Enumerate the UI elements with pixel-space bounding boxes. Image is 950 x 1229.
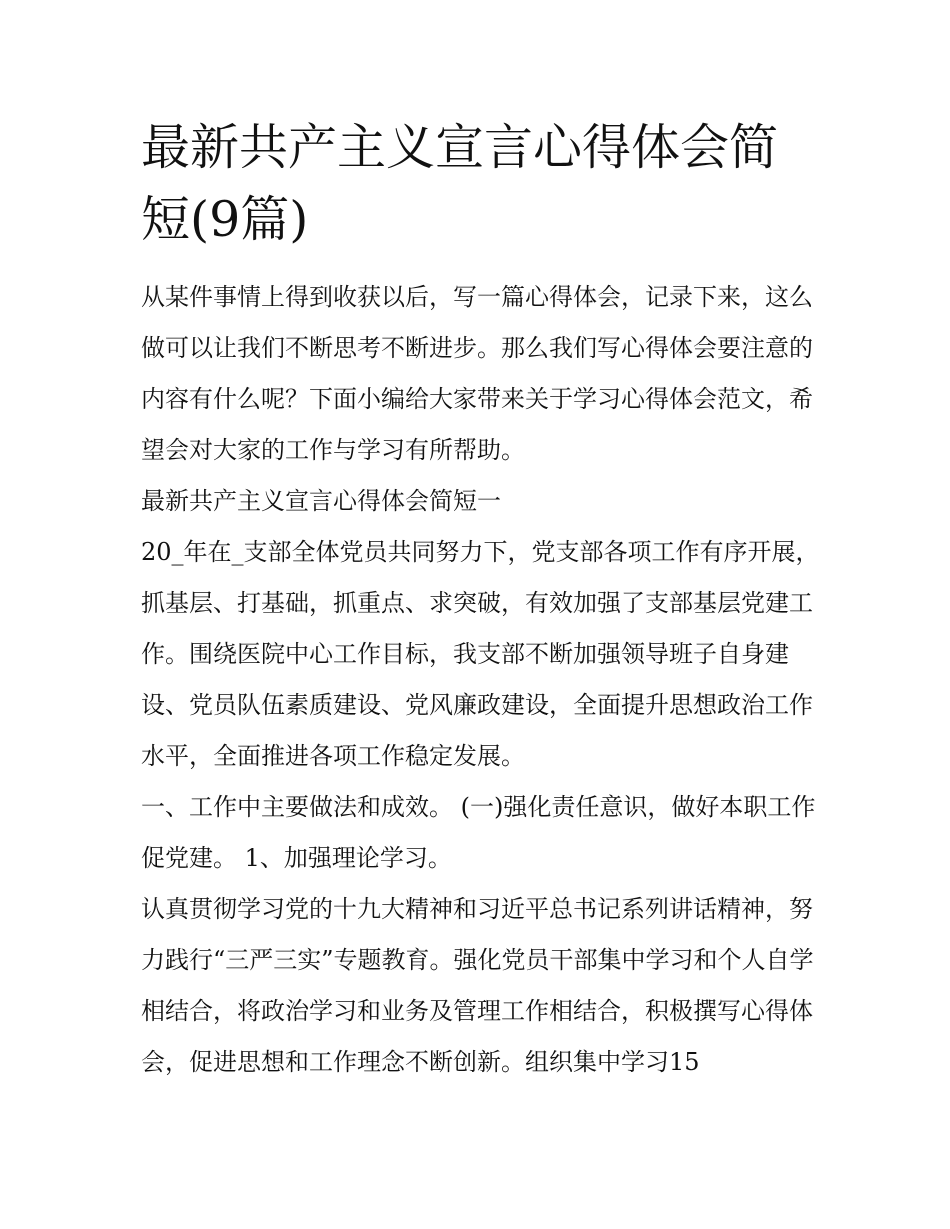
- body-paragraph: 20_年在_支部全体党员共同努力下，党支部各项工作有序开展，抓基层、打基础，抓重点、求突破，有效加强了支部基层党建工作。围绕医院中心工作目标，我支部不断加强领导班子自身建设、党员队伍素质建设、党风廉政建设，全面提升思想政治工作水平，全面推进各项工作稳定发展。: [141, 538, 820, 770]
- document-title: 最新共产主义宣言心得体会简短(9篇): [141, 119, 779, 248]
- subsection-heading: 一、工作中主要做法和成效。 (一)强化责任意识，做好本职工作促党建。 1、加强理论学习。: [141, 793, 816, 872]
- body-paragraph: 认真贯彻学习党的十九大精神和习近平总书记系列讲话精神，努力践行“三严三实”专题教育。强化党员干部集中学习和个人自学相结合，将政治学习和业务及管理工作相结合，积极撰写心得体会，促进思想和工作理念不断创新。组织集中学习15: [141, 895, 814, 1076]
- document-body: [141, 112, 821, 1088]
- section-heading: 最新共产主义宣言心得体会简短一: [141, 487, 501, 515]
- intro-paragraph: 从某件事情上得到收获以后，写一篇心得体会，记录下来，这么做可以让我们不断思考不断进步。那么我们写心得体会要注意的内容有什么呢？下面小编给大家带来关于学习心得体会范文，希望会对大家的工作与学习有所帮助。: [141, 283, 813, 464]
